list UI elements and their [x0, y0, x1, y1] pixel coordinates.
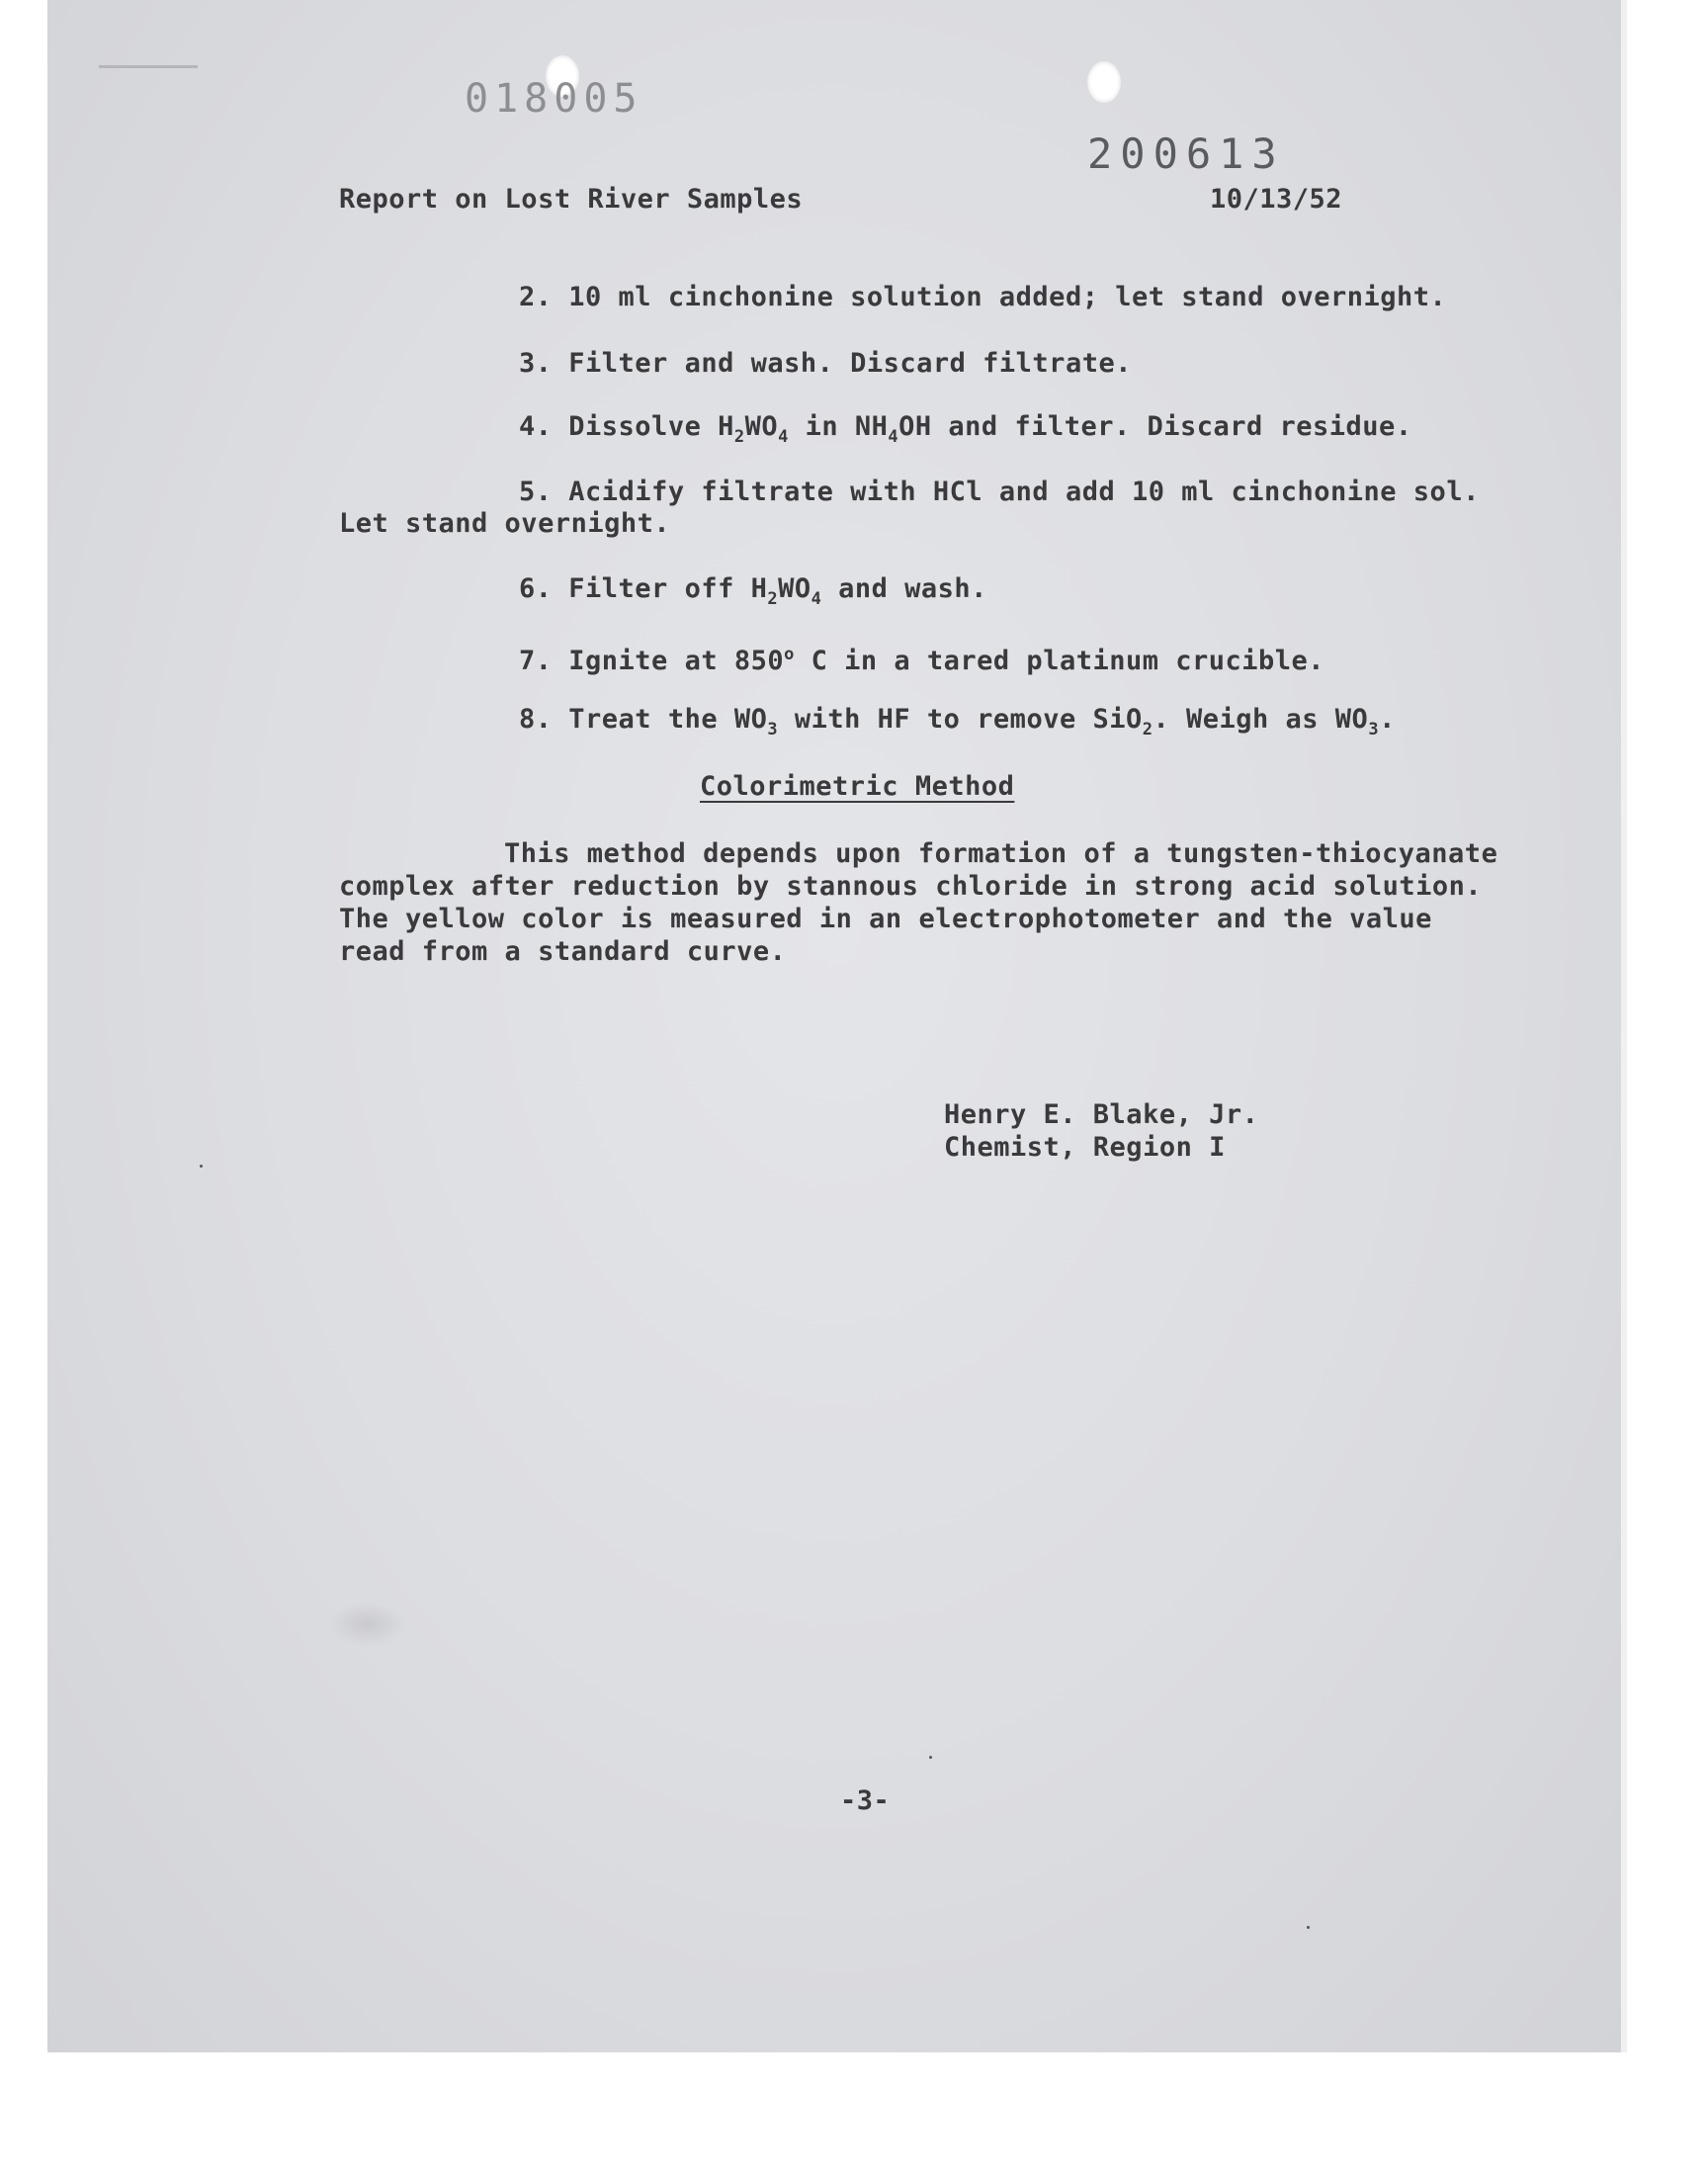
report-date: 10/13/52	[1210, 184, 1343, 215]
report-title: Report on Lost River Samples	[339, 184, 804, 215]
paragraph-line: read from a standard curve.	[339, 936, 787, 967]
step-number: 6.	[519, 573, 553, 604]
step-number: 4.	[519, 411, 553, 442]
step-number: 2.	[519, 282, 553, 312]
step-3	[519, 348, 1132, 380]
stamp-number: 200613	[1087, 130, 1285, 178]
paragraph-line: complex after reduction by stannous chloride in strong acid solution.	[339, 871, 1483, 902]
speck	[1307, 1926, 1310, 1929]
step-number: 5.	[519, 477, 553, 507]
step-text: Treat the $WO_3$ with HF to remove SiO$_2$. Weigh as $WO_3$.	[568, 704, 1396, 740]
speck	[200, 1165, 203, 1168]
step-number: 7.	[519, 646, 553, 676]
step-text: Filter off $H_2WO_4$ and wash.	[568, 573, 987, 609]
step-text: Ignite at 850$^o$ C in a tared platinum crucible.	[568, 645, 1325, 676]
speck	[929, 1756, 932, 1759]
step-7	[519, 639, 1324, 677]
signatory-name: Henry E. Blake, Jr.	[944, 1099, 1259, 1130]
corner-mark	[99, 65, 198, 68]
paragraph-line: The yellow color is measured in an electrophotometer and the value	[339, 904, 1432, 934]
step-5	[519, 477, 1480, 508]
step-number: 8.	[519, 704, 553, 735]
punch-hole-right	[1087, 61, 1121, 103]
step-text: 10 ml cinchonine solution added; let stand overnight.	[568, 282, 1447, 312]
step-number: 3.	[519, 348, 553, 379]
step-text: Filter and wash. Discard filtrate.	[568, 348, 1132, 379]
bottom-margin	[0, 2052, 1708, 2175]
smudge	[328, 1602, 407, 1647]
signatory-title: Chemist, Region I	[944, 1132, 1226, 1163]
step-2	[519, 282, 1446, 313]
faint-serial-number: 018005	[465, 76, 643, 122]
page-number: -3-	[840, 1785, 891, 1816]
step-8	[519, 704, 1396, 745]
paragraph-line: This method depends upon formation of a tungsten-thiocyanate	[504, 838, 1498, 869]
step-text: Dissolve $H_2WO_4$ in $NH_4OH$ and filter. Discard residue.	[568, 411, 1412, 447]
step-6	[519, 573, 987, 615]
step-4	[519, 411, 1412, 453]
step-text: Acidify filtrate with HCl and add 10 ml cinchonine sol.	[568, 477, 1480, 507]
section-heading: Colorimetric Method	[700, 771, 1015, 802]
step-5-continuation: Let stand overnight.	[339, 508, 671, 539]
